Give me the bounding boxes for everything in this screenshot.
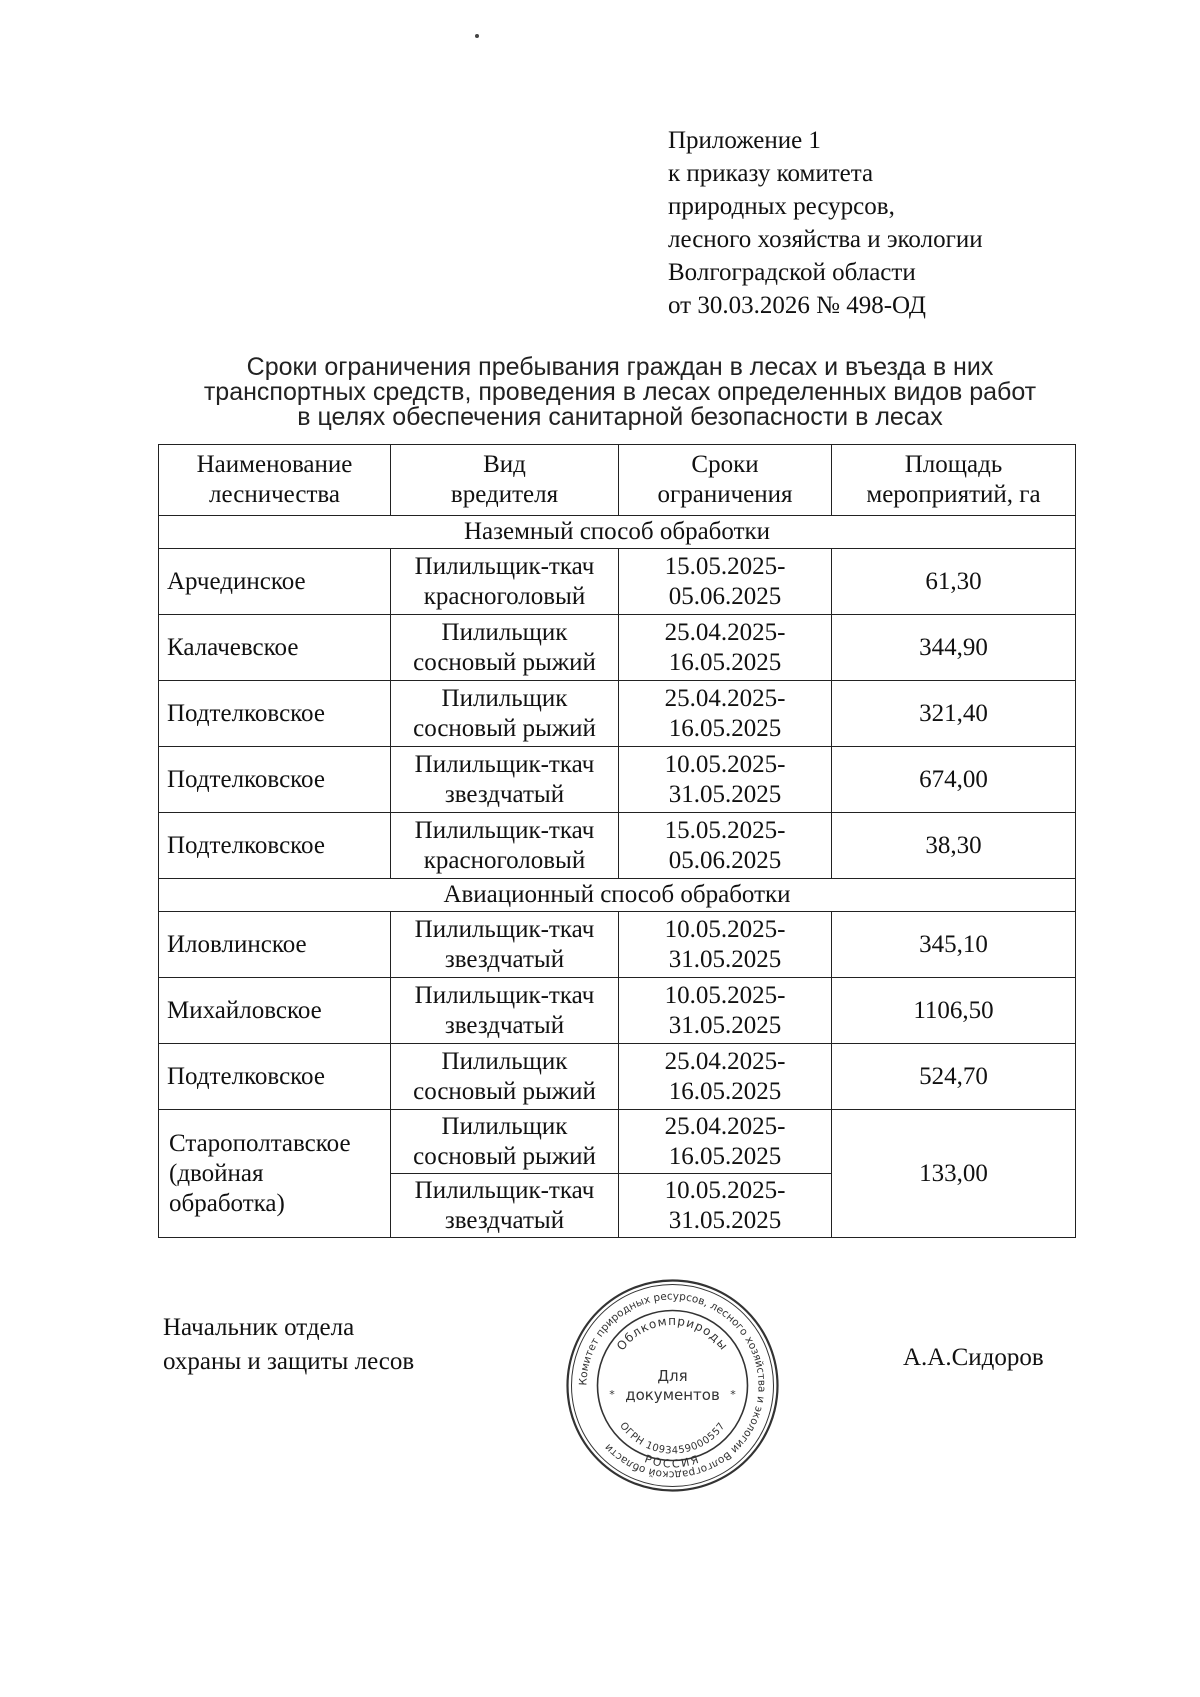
period-line: 31.05.2025 <box>668 780 782 808</box>
stamp-country-text: РОССИЯ <box>642 1452 703 1471</box>
period-line: 16.05.2025 <box>668 1142 782 1170</box>
appendix-line: Волгоградской области <box>668 259 916 286</box>
appendix-line: природных ресурсов, <box>668 193 895 220</box>
pest-line: Пилильщик <box>441 684 568 712</box>
forestry-cell: Калачевское <box>159 615 391 681</box>
period-line: 10.05.2025- <box>664 1176 786 1204</box>
stamp-inner-top-text: Облкомприроды <box>613 1314 732 1354</box>
table-row <box>159 813 1076 879</box>
pest-line: Пилильщик <box>441 618 568 646</box>
forestry-line: обработка) <box>169 1189 285 1217</box>
stamp-star-icon: * <box>609 1388 615 1401</box>
table-row <box>159 681 1076 747</box>
pest-line: звездчатый <box>444 780 565 808</box>
area-cell: 524,70 <box>832 1044 1076 1110</box>
area-cell: 133,00 <box>832 1110 1076 1238</box>
period-line: 16.05.2025 <box>668 714 782 742</box>
area-cell: 321,40 <box>832 681 1076 747</box>
pest-line: сосновый рыжий <box>413 1142 596 1170</box>
period-line: 16.05.2025 <box>668 1077 782 1105</box>
period-cell <box>619 549 832 615</box>
signer-position <box>163 1311 414 1379</box>
pest-line: звездчатый <box>444 945 565 973</box>
pest-cell <box>391 978 619 1044</box>
appendix-line: к приказу комитета <box>668 160 874 187</box>
pest-line: сосновый рыжий <box>413 648 596 676</box>
pest-line: сосновый рыжий <box>413 1077 596 1105</box>
signer-line: охраны и защиты лесов <box>163 1348 415 1375</box>
section-air-label: Авиационный способ обработки <box>159 879 1076 912</box>
pest-line: Пилильщик <box>441 1112 568 1140</box>
area-cell: 674,00 <box>832 747 1076 813</box>
title-line: Сроки ограничения пребывания граждан в лесах и въезда в них <box>246 353 994 381</box>
forestry-cell-double <box>159 1110 391 1238</box>
pest-line: сосновый рыжий <box>413 714 596 742</box>
forestry-cell: Арчединское <box>159 549 391 615</box>
appendix-line: лесного хозяйства и экологии <box>668 226 983 253</box>
scan-dot <box>475 34 479 38</box>
pest-line: красноголовый <box>423 582 586 610</box>
header-period <box>619 445 832 516</box>
table-row <box>159 747 1076 813</box>
period-line: 10.05.2025- <box>664 981 786 1009</box>
table-row <box>159 978 1076 1044</box>
pest-line: Пилильщик-ткач <box>414 750 595 778</box>
forestry-line: Старополтавское <box>169 1129 351 1157</box>
period-line: 05.06.2025 <box>668 846 782 874</box>
stamp-center-line: документов <box>625 1386 720 1404</box>
section-ground-label: Наземный способ обработки <box>159 516 1076 549</box>
period-line: 10.05.2025- <box>664 915 786 943</box>
header-line: Вид <box>483 451 526 478</box>
signer-line: Начальник отдела <box>163 1314 355 1341</box>
appendix-line: Приложение 1 <box>668 127 821 154</box>
pest-cell <box>391 1174 619 1238</box>
period-cell <box>619 978 832 1044</box>
period-cell <box>619 1174 832 1238</box>
official-stamp <box>565 1278 780 1493</box>
period-cell <box>619 1110 832 1174</box>
pest-cell <box>391 813 619 879</box>
period-line: 25.04.2025- <box>664 684 786 712</box>
forestry-cell: Подтелковское <box>159 813 391 879</box>
stamp-ogrn-text: ОГРН 1093459000557 <box>617 1420 728 1457</box>
stamp-center-line: Для <box>657 1367 688 1385</box>
pest-cell <box>391 615 619 681</box>
period-line: 25.04.2025- <box>664 1047 786 1075</box>
stamp-outer-text: Комитет природных ресурсов, лесного хозяйства и экологии Волгоградской области <box>577 1290 768 1481</box>
signer-name: А.А.Сидоров <box>903 1344 1044 1371</box>
header-area <box>832 445 1076 516</box>
area-cell: 1106,50 <box>832 978 1076 1044</box>
table-header-row <box>159 445 1076 516</box>
area-cell: 38,30 <box>832 813 1076 879</box>
table-row <box>159 615 1076 681</box>
table-row <box>159 912 1076 978</box>
header-line: Сроки <box>691 451 759 478</box>
section-row-air <box>159 879 1076 912</box>
header-forestry <box>159 445 391 516</box>
period-cell <box>619 615 832 681</box>
header-line: Наименование <box>196 451 353 478</box>
header-line: ограничения <box>657 481 793 508</box>
appendix-line: от 30.03.2026 № 498-ОД <box>668 292 926 319</box>
pest-line: звездчатый <box>444 1011 565 1039</box>
area-cell: 344,90 <box>832 615 1076 681</box>
period-line: 10.05.2025- <box>664 750 786 778</box>
title-line: в целях обеспечения санитарной безопасности в лесах <box>297 403 943 431</box>
pest-cell <box>391 912 619 978</box>
pest-line: Пилильщик-ткач <box>414 981 595 1009</box>
period-cell <box>619 813 832 879</box>
period-line: 15.05.2025- <box>664 816 786 844</box>
period-line: 15.05.2025- <box>664 552 786 580</box>
period-line: 31.05.2025 <box>668 945 782 973</box>
pest-line: Пилильщик-ткач <box>414 1176 595 1204</box>
header-pest <box>391 445 619 516</box>
period-line: 25.04.2025- <box>664 618 786 646</box>
forestry-cell: Подтелковское <box>159 747 391 813</box>
area-cell: 345,10 <box>832 912 1076 978</box>
appendix-header <box>668 124 983 322</box>
period-cell <box>619 1044 832 1110</box>
table-row <box>159 549 1076 615</box>
period-line: 25.04.2025- <box>664 1112 786 1140</box>
period-line: 16.05.2025 <box>668 648 782 676</box>
forestry-line: (двойная <box>169 1159 264 1187</box>
table-row <box>159 1110 1076 1174</box>
pest-cell <box>391 1044 619 1110</box>
restrictions-table <box>158 444 1076 1238</box>
stamp-star-icon: * <box>730 1388 736 1401</box>
forestry-cell: Подтелковское <box>159 1044 391 1110</box>
pest-cell <box>391 549 619 615</box>
pest-cell <box>391 1110 619 1174</box>
period-cell <box>619 747 832 813</box>
pest-line: звездчатый <box>444 1206 565 1234</box>
pest-line: Пилильщик-ткач <box>414 915 595 943</box>
table-row <box>159 1044 1076 1110</box>
pest-line: Пилильщик <box>441 1047 568 1075</box>
section-row-ground <box>159 516 1076 549</box>
document-title <box>180 355 1060 430</box>
period-cell <box>619 912 832 978</box>
area-cell: 61,30 <box>832 549 1076 615</box>
forestry-cell: Иловлинское <box>159 912 391 978</box>
period-line: 31.05.2025 <box>668 1206 782 1234</box>
pest-line: Пилильщик-ткач <box>414 552 595 580</box>
pest-cell <box>391 681 619 747</box>
header-line: лесничества <box>209 481 340 508</box>
title-line: транспортных средств, проведения в лесах определенных видов работ <box>203 378 1037 406</box>
pest-line: красноголовый <box>423 846 586 874</box>
forestry-cell: Михайловское <box>159 978 391 1044</box>
forestry-cell: Подтелковское <box>159 681 391 747</box>
period-line: 31.05.2025 <box>668 1011 782 1039</box>
pest-line: Пилильщик-ткач <box>414 816 595 844</box>
header-line: Площадь <box>904 451 1003 478</box>
period-cell <box>619 681 832 747</box>
period-line: 05.06.2025 <box>668 582 782 610</box>
pest-cell <box>391 747 619 813</box>
header-line: мероприятий, га <box>866 481 1041 508</box>
header-line: вредителя <box>450 481 559 508</box>
